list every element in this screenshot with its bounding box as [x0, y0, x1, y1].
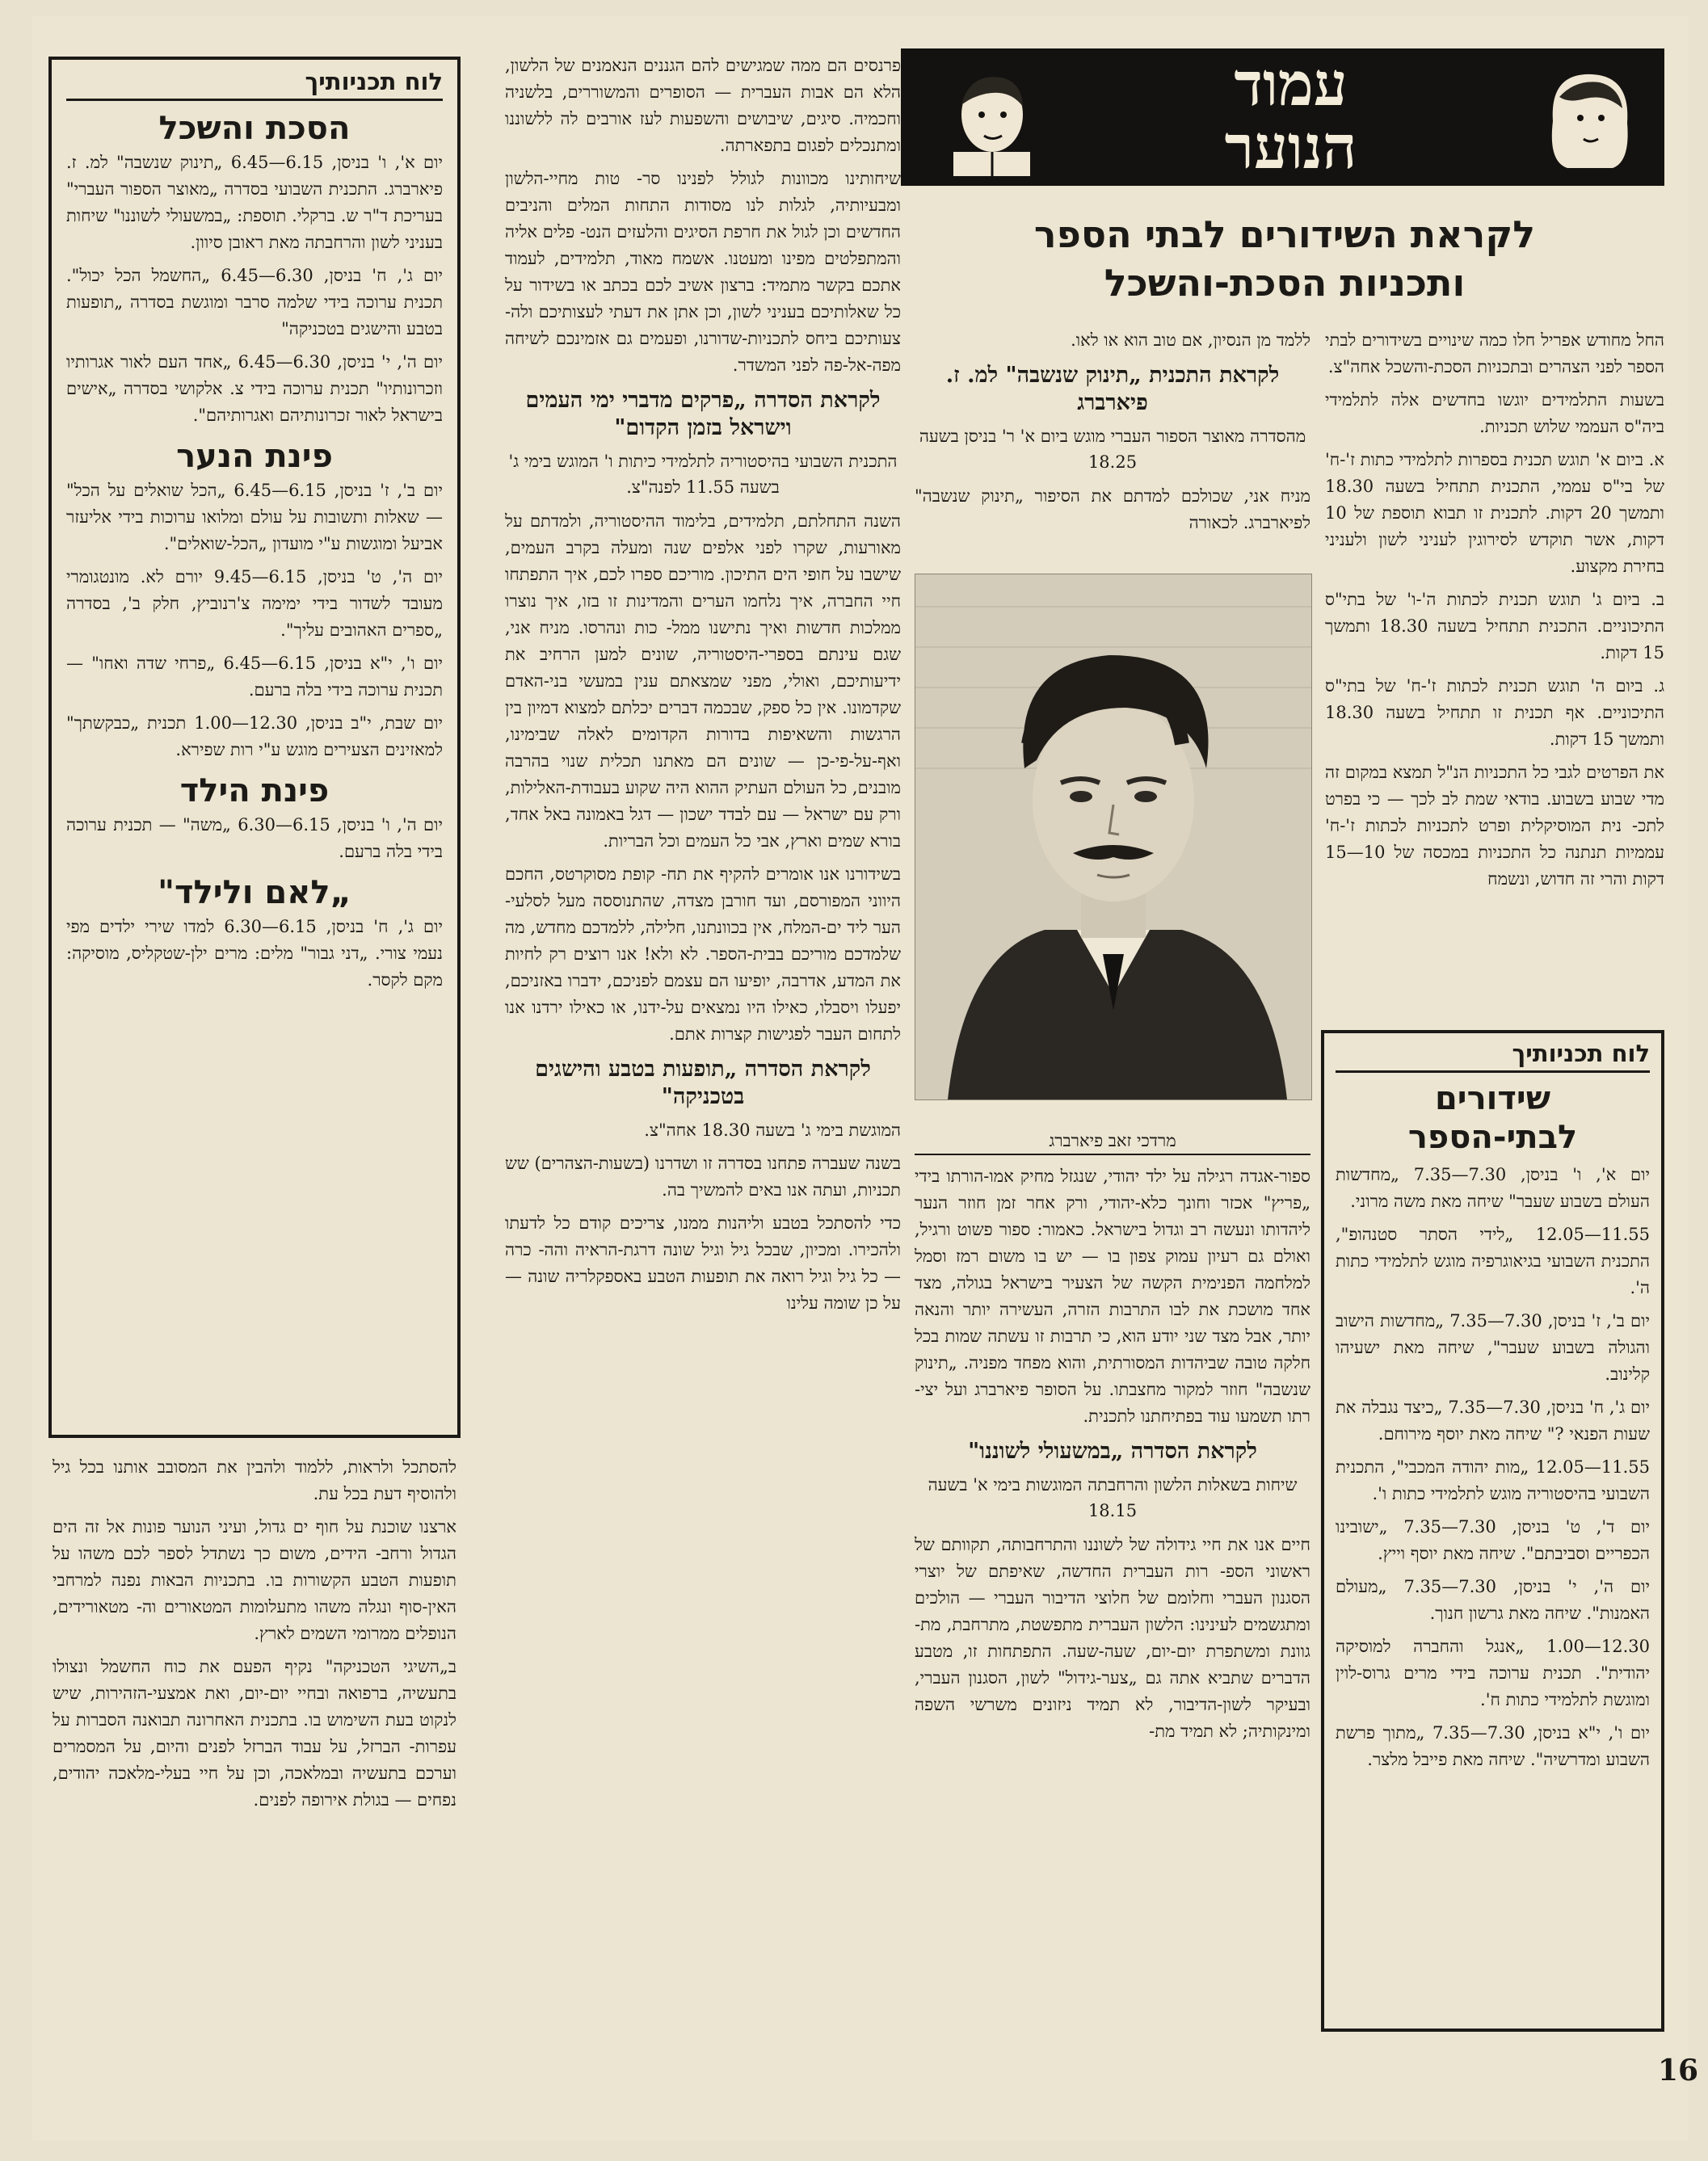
section-title-mother-child: „לאם ולילד" — [158, 874, 351, 911]
schedule-entry: יום ד', ט' בניסן, 7.30—7.35 „ישובינו הכפריים וסביבתם". שיחה מאת יוסף וייץ. — [1336, 1517, 1651, 1563]
schedule-entry: יום ו', י"א בניסן, 7.30—7.35 „מתוך פרשת השבוע ומדרשיה". שיחה מאת פייבל מלצר. — [1336, 1723, 1650, 1769]
schedule-entry: 11.55—12.05 „מות יהודה המכבי", התכנית השבועי בהיסטוריה מוגש לתלמידי כתות ו'. — [1336, 1457, 1650, 1503]
paragraph: ג. ביום ה' תוגש תכנית לכתות ז'-ח' של בתי"ס התיכוניים. אף תכנית זו תתחיל בשעה 18.30 ותמשך 15 דקות. — [1325, 676, 1664, 749]
schedule-entry: יום ו', י"א בניסן, 6.15—6.45 „פרחי שדה ואחו" — תכנית ערוכה בידי בלה ברעם. — [66, 654, 443, 700]
section-subheading: התכנית השבועי בהיסטוריה לתלמידי כיתות ו' המוגש בימי ג' בשעה 11.55 לפנה"צ. — [508, 452, 898, 497]
schedule-entry: יום ג', ח' בניסן, 6.30—6.45 „החשמל הכל יכול". תכנית ערוכה בידי שלמה סרבר ומוגשת בסדרה „תופעות בטבע והישגים בטכניקה" — [66, 266, 443, 338]
paragraph: ב„השיגי הטכניקה" נקיף הפעם את כוח החשמל ונצולו בתעשיה, ברפואה ובחיי יום-יום, ואת אמצעי-הזהירות, שיש לנקוט בעת השימוש בו. בתכנית האחרונה תבואנה הסברות על עפרות- הברזל, על עבוד הברזל לפנים והיום, על המסמרים וערכם בתעשיה ובמלאכה, וכן על חיי בעלי-מלאכה יהודים, נפחים — בגולת אירופה לפנים. — [53, 1657, 456, 1810]
paragraph: מניח אני, שכולכם למדתם את הסיפור „תינוק שנשבה" לפיארברג. לכאורה — [915, 486, 1310, 532]
paragraph: את הפרטים לגבי כל התכניות הנ"ל תמצא במקום זה מדי שבוע בשבוע. בודאי שמת לב לכך — כי בפרט לתכ- נית המוסיקלית ופרט לתכניות לכתות ז'-ח' עממיות תנתנה כל התכניות במכסה של 10—15 דקות והרי זה חדוש, ונשמח — [1325, 763, 1664, 889]
section-title-hasket: הסכת והשכל — [158, 110, 351, 147]
section-heading: לקראת הסדרה „פרקים מדברי ימי העמים וישראל בזמן הקדום" — [525, 388, 881, 440]
boy-illustration-icon — [937, 65, 1046, 178]
headline-line1: לקראת השידורים לבתי הספר — [1033, 212, 1536, 256]
paragraph: שיחותינו מכוונות לגולל לפנינו סר- טות מחיי-הלשון ומבעיותיה, לגלות לנו מסודות התחות המלים והניבים החדשים וכן לגול את חרפת הסיגים והלעזים הנט- פלים אליה והמתפלטים מפינו ומעטנו. אשמח מאוד, תלמידים, לעמוד אתכם בקשר מתמיד: ברצון אשיב לכם בכתב או בשידור על כל שאלותיכם בעניני לשון, וכן אתן את דעתי לעצותיכם ולה- צעותיכם ביחס לתכניות-שדורנו, ופעמים גם אזמינכם לשיחה מפה-אל-פה לפני המשדר. — [505, 169, 901, 375]
schedule-entry: 12.30—1.00 „אנגל והחברה למוסיקה יהודית". תכנית ערוכה בידי מרים גרוס-לוין ומוגשת לתלמידי כתות ח'. — [1336, 1637, 1650, 1709]
paragraph: פרנסים הם ממה שמגישים להם הגננים הנאמנים של הלשון, הלא הם אבות העברית — הסופרים והמשוררים, בלשניה וחכמיה. סיגים, שיבושים והשפעות לעז אורבים לה ללשוננו ומתנכלים לפגום בתפארתה. — [505, 56, 901, 155]
schedule-entry: 11.55—12.05 „לידי הסתר סטנהופ", התכנית השבועי בגיאוגרפיה מוגש לתלמידי כתות ה'. — [1336, 1225, 1650, 1297]
schedule-entry: יום א', ו' בניסן, 6.15—6.45 „תינוק שנשבה" למ. ז. פיארברג. התכנית השבועי בסדרה „מאוצר הספור העברי" בעריכת ד"ר ש. ברקלי. תוספת: „במשעולי לשוננו" שיחות בעניני לשון והרחבתה מאת ראובן סיוון. — [66, 153, 443, 252]
section-subheading: שיחות בשאלות הלשון והרחבתה המוגשות בימי א' בשעה 18.15 — [928, 1475, 1298, 1520]
paragraph: ב. ביום ג' תוגש תכנית לכתות ה'-ו' של בתי"ס התיכוניים. התכנית תתחיל בשעה 18.30 ותמשך 15 דקות. — [1325, 590, 1664, 662]
paragraph: בשעות התלמידים יוגשו בחדשים אלה לתלמידי ביה"ס העממי שלוש תכניות. — [1325, 390, 1664, 436]
article-left-lower-column — [53, 1454, 456, 2092]
article-middle-column — [505, 53, 901, 2088]
paragraph: השנה התחלתם, תלמידים, בלימוד ההיסטוריה, ולמדתם על מאורעות, שקרו לפני אלפים שנה ומעלה בקרב העמים, שישבו על חופי הים התיכון. מוריכם ספרו לכם, איך התפתחו חיי החברה, איך נלחמו הערים והמדינות זו בזו, איך נוצרו ממלכות חדשות ואיך נתישנו ממל- כות ונהרסו. מניח אני, שגם עינתם בספרי-היסטוריה, שונים למען הרחיב את ידיעותיכם, ואולי, מפני שמצאתם ענין במעשי בני-האדם שקדמונו. אין כל ספק, שבכמה דברים יכלתם למצוא דמיון בין הרגשות והשאיפות בדורות הקדומים לאלה שבימינו, ואף-על-פי-כן — שונים הם מאתנו תכלית שנוי בהרבה מובנים, כל העולם העתיק ההוא היה שקוע בעבודת-האלילות, ורק עם ישראל — עם לבדד ישכון — דגל באמונה באל אחד, בורא שמים וארץ, אבי כל העמים וכל הבריות. — [505, 511, 901, 851]
article-intro-column — [915, 327, 1310, 561]
paragraph: בשידורנו אנו אומרים להקיף את תח- קופת מסוקרטס, החכם היווני המפורסם, ועד חורבן מצדה, שהתנוססה מעל לסלעי- הער ליד ים-המלח, אין בכוונתנו, חלילה, ללמדכם מחדש, מה שלמדכם מוריכם בבית-הספר. לא ולא! אנו רוצים רק לחיות את המדע, אדרבה, יופיעו הם עצמם לפניכם, ידברו באזניכם, יפעלו ויסבלו, כאילו היו נמצאים על-ידנו, או כאילו ירדנו אנו לתחום העבר לפגישות קצרות אתם. — [505, 864, 901, 1044]
schedule-entry: יום א', ו' בניסן, 7.30—7.35 „מחדשות העולם בשבוע שעבר" שיחה מאת משה מרוני. — [1336, 1165, 1650, 1211]
paragraph: חיים אנו את חיי גידולה של לשוננו והתרחבותה, תקוותם של ראשוני הספ- רות העברית החדשה, שאיפתם של יוצרי הסגנון העברי וחלומם של חלוצי הדיבור העברי — הולכים ומתגשמים לעינינו: הלשון העברית מתפשטת, מתרחבת, מת- גוונת ומשתפרת יום-יום, שעה-שעה. התפתחות זו, מטבע הדברים שתביא אתה גם „צער-גידול" לשון, הסגנון העברי, ובעיקר לשון-הדיבור, לא תמיד ניזונים משרשי השפה ומינקותיה; לא תמיד מת- — [915, 1535, 1310, 1741]
girl-illustration-icon — [1535, 65, 1644, 178]
youth-page-banner — [901, 48, 1664, 186]
article-right-column — [1325, 327, 1664, 1018]
schedule-entry: יום ג', ח' בניסן, 7.30—7.35 „כיצד נגבלה את שעות הפנאי ?" שיחה מאת יוסף מירוחם. — [1336, 1398, 1650, 1444]
section-title-child-corner: פינת הילד — [179, 772, 330, 809]
paragraph: ללמד מן הנסיון, אם טוב הוא או לאו. — [1071, 330, 1310, 350]
section-heading: לקראת התכנית „תינוק שנשבה" למ. ז. פיארברג — [945, 363, 1280, 415]
section-heading: לקראת הסדרה „תופעות בטבע והישגים בטכניקה" — [535, 1057, 871, 1109]
banner-title-line1: עמוד — [1234, 50, 1348, 120]
schedule-entry: יום ה', י' בניסן, 7.30—7.35 „מעולם האמנות". שיחה מאת גרשון חנוך. — [1336, 1577, 1650, 1623]
schedule-box-school — [1321, 1030, 1664, 2032]
paragraph: ספור-אגדה רגילה על ילד יהודי, שנגזל מחיק אמו-הורתו בידי „פריץ" אכזר וחונך כלא-יהודי, ורק אחר זמן חוזר הנער ליהדותו ונעשה רב וגדול בישראל. כאמור: ספור פשוט ורגיל, ואולם גם רעיון עמוק צפון בו — יש בו משום רמז וסמל למלחמה הפנימית הקשה של הצעיר בישראל בגולה, מצד אחד מושכת את לבו התרבות הזרה, העשירה יותר והנאה יותר, אבל מצד שני יודע הוא, כי תרבות זו עשתה שמות בכל חלקה טובה שביהדות המסורתית, והוא מפחד מפניה. „תינוק שנשבה" חוזר למקור מחצבתו. על הסופר פיארברג ועל יצי- רתו תשמעו עוד בפתיחתנו לתכנית. — [915, 1167, 1310, 1426]
author-portrait — [915, 574, 1312, 1100]
schedule-entry: יום ה', ו' בניסן, 6.15—6.30 „משה" — תכנית ערוכה בידי בלה ברעם. — [66, 815, 443, 861]
banner-title — [1079, 50, 1503, 183]
paragraph: להסתכל ולראות, ללמוד ולהבין את המסובב אותנו בכל גיל ולהוסיף דעת בכל עת. — [53, 1457, 456, 1503]
schedule-box-title: לוח תכניותיך — [1512, 1040, 1650, 1067]
section-title-youth-corner: פינת הנער — [176, 438, 333, 475]
paragraph: כדי להסתכל בטבע וליהנות ממנו, צריכים קודם כל לדעתו ולהכירו. ומכיון, שבכל גיל וגיל שונה דרגת-הראיה והה- כרה — כל גיל וגיל רואה את תופעות הטבע באספקלריה שונה — על כן שומה עלינו — [505, 1213, 901, 1313]
portrait-caption: מרדכי זאב פיארברג — [1049, 1131, 1176, 1150]
paragraph: א. ביום א' תוגש תכנית בספרות לתלמידי כתות ז'-ח' של בי"ס עממי, התכנית תתחיל בשעה 18.30 ותמשך 20 דקות. לתכנית זו תבוא תוספת של 10 דקות, אשר תוקדש לסירוגין לעניני לשון ולעניני בחירת מקצוע. — [1325, 450, 1664, 576]
paragraph: המוגשת בימי ג' בשעה 18.30 אחה"צ. — [644, 1120, 901, 1140]
article-headline — [905, 210, 1664, 307]
paragraph: ארצנו שוכנת על חוף ים גדול, ועיני הנוער פונות אל זה הים הגדול ורחב- הידים, משום כך נשתדל לספר לכם משהו על תופעות הטבע הקשורות בו. בתכניות הבאות נפנה למרחבי האין-סוף ונגלה משהו מתעלומות המטאורים וה- מטאורידים, הנופלים ממרומי השמים לארץ. — [53, 1517, 456, 1643]
school-box-heading-line1: שידורים — [1434, 1080, 1551, 1117]
schedule-entry: יום ה', י' בניסן, 6.30—6.45 „אחד העם לאור אגרותיו וזכרונותיו" תכנית ערוכה בידי צ. אלקושי בסדרה „אישים בישראל לאור זכרונותיהם ואגרותיהם". — [66, 352, 443, 425]
article-lower-center-column — [915, 1163, 1310, 2084]
schedule-entry: יום ב', ז' בניסן, 7.30—7.35 „מחדשות הישוב והגולה בשבוע שעבר", שיחה מאת ישעיהו קלינוב. — [1336, 1311, 1650, 1384]
box-title-divider — [66, 99, 443, 101]
section-subheading: מהסדרה מאוצר הספור העברי מוגש ביום א' ר' בניסן בשעה 18.25 — [919, 427, 1306, 472]
paragraph: בשנה שעברה פתחנו בסדרה זו ושדרנו (בשעות-הצהרים) שש תכניות, ועתה אנו באים להמשיך בה. — [505, 1154, 901, 1200]
schedule-entry: יום ב', ז' בניסן, 6.15—6.45 „הכל שואלים על הכל" — שאלות ותשובות על עולם ומלואו ערוכות בידי אליעזר אביעל ומוגשות ע"י מועדון „הכל-שואלים". — [66, 481, 443, 553]
box-title-divider — [1336, 1070, 1650, 1073]
section-heading: לקראת הסדרה „במשעולי לשוננו" — [968, 1439, 1257, 1464]
schedule-box-listening — [48, 57, 461, 1438]
caption-divider — [915, 1154, 1310, 1155]
banner-title-line2: הנוער — [1224, 113, 1357, 183]
schedule-entry: יום ג', ח' בניסן, 6.15—6.30 למדו שירי ילדים מפי נעמי צורי. „דני גבור" מלים: מרים ילן-שטקליס, מוסיקה: מקם לקסר. — [66, 917, 443, 990]
portrait-illustration-icon — [915, 574, 1311, 1099]
schedule-entry: יום שבת, י"ב בניסן, 12.30—1.00 תכנית „כבקשתך" למאזינים הצעירים מוגש ע"י רות שפירא. — [66, 713, 444, 759]
school-box-heading-line2: לבתי-הספר — [1407, 1119, 1578, 1156]
paragraph: החל מחודש אפריל חלו כמה שינויים בשידורים לבתי הספר לפני הצהרים ובתכניות הסכת-והשכל אחה"צ. — [1325, 330, 1664, 376]
page-number: 16 — [1658, 2054, 1699, 2087]
schedule-box-title: לוח תכניותיך — [305, 68, 443, 95]
magazine-page — [32, 16, 1699, 2141]
schedule-entry: יום ה', ט' בניסן, 6.15—9.45 יורם לא. מונטגומרי מעובד לשדור בידי ימימה צ'רנוביץ, חלק ב', בסדרה „ספרים האהובים עליך". — [66, 567, 443, 640]
headline-line2: ותכניות הסכת-והשכל — [1104, 261, 1466, 305]
